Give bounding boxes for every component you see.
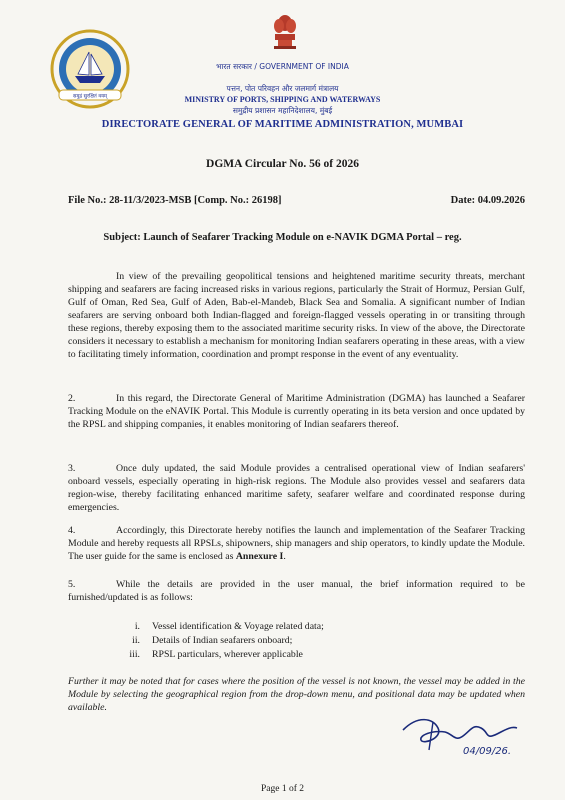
subject-line: Subject: Launch of Seafarer Tracking Module on e-NAVIK DGMA Portal – reg. (103, 232, 462, 243)
annexure-reference: Annexure I (235, 551, 284, 562)
circular-number: DGMA Circular No. 56 of 2026 (206, 158, 359, 170)
required-info-list (68, 621, 468, 663)
list-item: iii. RPSL particulars, wherever applicable (129, 649, 303, 660)
header-dg-hindi: समुद्रीय प्रशासन महानिदेशालय, मुंबई (232, 106, 333, 115)
list-item: i. Vessel identification & Voyage related data; (134, 621, 324, 632)
header-ministry: MINISTRY OF PORTS, SHIPPING AND WATERWAYS (184, 95, 381, 104)
page-footer: Page 1 of 2 (260, 784, 304, 794)
italic-note: Further it may be noted that for cases where the position of the vessel is not known, the vessel may be added in the Module by selecting the geographical region from the drop-down menu, and positional data may be updated when available. (68, 676, 525, 713)
header-ministry-hindi: पत्तन, पोत परिवहन और जलमार्ग मंत्रालय (226, 84, 339, 93)
paragraph-3: 3. Once duly updated, the said Module provides a centralised operational view of Indian seafarers' onboard vessels, especially operating in high-risk regions. The Module also provides vessel and seafarers data region-wise, thereby facilitating enhanced maritime safety, seafarer welfare and coordinated response during emergencies. (68, 463, 525, 513)
paragraph-5: 5. While the details are provided in the user manual, the brief information required to be furnished/updated is as follows: (68, 579, 525, 603)
national-emblem-icon (270, 13, 300, 53)
circular-date: Date: 04.09.2026 (450, 195, 525, 206)
logo-motto: समुद्रं सुरक्षितं वयम् (72, 93, 108, 100)
list-item: ii. Details of Indian seafarers onboard; (132, 635, 293, 646)
signature-date: 04/09/26. (463, 746, 512, 757)
paragraph-1: In view of the prevailing geopolitical tensions and heightened maritime security threats, merchant shipping and seafarers are facing increased risks in various regions, particularly the Strait of Hormuz, Persian Gulf, Gulf of Oman, Red Sea, Gulf of Aden, Bab-el-Mandeb, Black Sea and Somalia. A significant number of Indian seafarers are serving onboard both Indian-flagged and foreign-flagged vessels operating in or transiting through these regions, thereby exposing them to the associated maritime security risks. In view of the above, the Directorate considers it necessary to establish a mechanism for monitoring Indian seafarers operating in these areas, with a view to facilitating timely information, coordination and prompt response in the event of any eventuality. (68, 271, 525, 360)
header-government: भारत सरकार / GOVERNMENT OF INDIA (216, 62, 349, 71)
paragraph-2: 2. In this regard, the Directorate General of Maritime Administration (DGMA) has launched a Seafarer Tracking Module on the eNAVIK Portal. This Module is currently operating in its beta version and once updated by the RPSL and shipping companies, it enables monitoring of Indian seafarers thereof. (68, 393, 525, 430)
signature (393, 710, 533, 760)
paragraph-4: 4. Accordingly, this Directorate hereby notifies the launch and implementation of the Seafarer Tracking Module and hereby requests all RPSLs, shipowners, ship managers and ship operators, to kindly update the Module. The user guide for the same is enclosed as Annexure I. (68, 525, 525, 562)
header-directorate: DIRECTORATE GENERAL OF MARITIME ADMINISTRATION, MUMBAI (101, 119, 464, 130)
file-number: File No.: 28-11/3/2023-MSB [Comp. No.: 26198] (68, 195, 282, 206)
